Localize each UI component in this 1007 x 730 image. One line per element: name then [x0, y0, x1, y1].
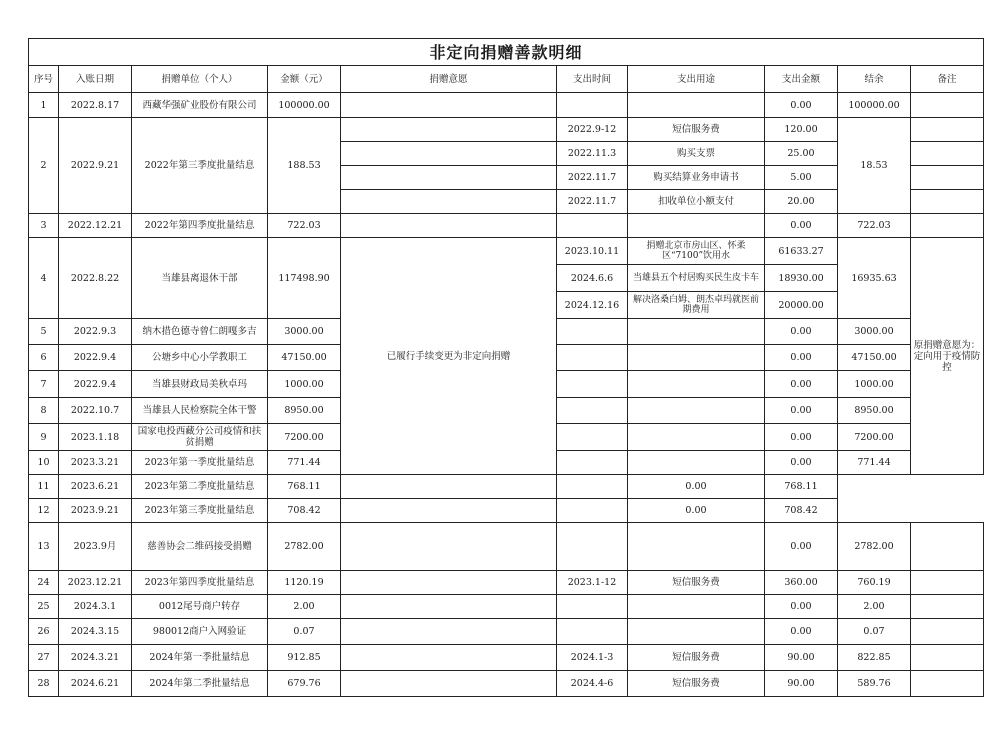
cell-no: 1 — [29, 93, 59, 118]
cell-donor: 2022年第四季度批量结息 — [132, 214, 268, 238]
cell-no: 9 — [29, 424, 59, 451]
cell-donor: 当雄县离退休干部 — [132, 238, 268, 319]
table-row — [29, 645, 984, 671]
cell-donor: 慈善协会二维码接受捐赠 — [132, 523, 268, 571]
cell-amount: 117498.90 — [268, 238, 341, 319]
cell-spend-amount: 120.00 — [765, 118, 838, 142]
cell-spend-use: 购买支票 — [628, 142, 765, 166]
cell-amount: 47150.00 — [268, 345, 341, 371]
cell-balance: 8950.00 — [838, 398, 911, 424]
cell-date: 2022.9.4 — [59, 345, 132, 371]
col-header-no: 序号 — [29, 66, 59, 93]
cell-spend-use: 捐赠北京市房山区、怀柔区“7100”饮用水 — [628, 238, 765, 265]
cell-no: 2 — [29, 118, 59, 214]
cell-donor: 2024年第二季批量结息 — [132, 671, 268, 697]
cell-spend-amount: 0.00 — [765, 619, 838, 645]
cell-spend-amount: 0.00 — [765, 319, 838, 345]
cell-spend-use: 短信服务费 — [628, 118, 765, 142]
cell-spend-amount: 0.00 — [628, 475, 765, 499]
cell-balance: 2.00 — [838, 595, 911, 619]
cell-date: 2022.8.17 — [59, 93, 132, 118]
cell-spend-amount: 18930.00 — [765, 265, 838, 292]
cell-date: 2023.3.21 — [59, 451, 132, 475]
table-row — [29, 671, 984, 697]
cell-no: 3 — [29, 214, 59, 238]
cell-donor: 2023年第三季度批量结息 — [132, 499, 268, 523]
cell-wish — [341, 190, 557, 214]
cell-spend-amount: 0.00 — [765, 424, 838, 451]
cell-balance: 47150.00 — [838, 345, 911, 371]
cell-donor: 0012尾号商户转存 — [132, 595, 268, 619]
cell-date: 2024.6.21 — [59, 671, 132, 697]
cell-spend-time — [341, 499, 557, 523]
col-header-balance: 结余 — [838, 66, 911, 93]
cell-date: 2022.12.21 — [59, 214, 132, 238]
cell-donor: 当雄县财政局美秋卓玛 — [132, 371, 268, 398]
cell-spend-time — [557, 371, 628, 398]
cell-spend-time: 2022.11.7 — [557, 190, 628, 214]
cell-date: 2023.9.21 — [59, 499, 132, 523]
cell-wish — [341, 671, 557, 697]
cell-date: 2023.9月 — [59, 523, 132, 571]
cell-no: 4 — [29, 238, 59, 319]
table-row — [29, 93, 984, 118]
table-row — [29, 118, 984, 142]
cell-spend-time — [557, 595, 628, 619]
table-row — [29, 523, 984, 571]
donation-sheet — [28, 38, 984, 697]
cell-remark — [911, 142, 984, 166]
cell-spend-time: 2023.1-12 — [557, 571, 628, 595]
cell-donor: 西藏华强矿业股份有限公司 — [132, 93, 268, 118]
cell-amount: 708.42 — [268, 499, 341, 523]
cell-balance: 16935.63 — [838, 238, 911, 319]
col-header-amount: 金额（元） — [268, 66, 341, 93]
col-header-date: 入账日期 — [59, 66, 132, 93]
cell-no: 10 — [29, 451, 59, 475]
cell-date: 2024.3.21 — [59, 645, 132, 671]
cell-wish — [341, 214, 557, 238]
cell-balance: 768.11 — [765, 475, 838, 499]
cell-no: 12 — [29, 499, 59, 523]
cell-no: 11 — [29, 475, 59, 499]
cell-spend-time: 2024.6.6 — [557, 265, 628, 292]
cell-balance: 100000.00 — [838, 93, 911, 118]
cell-spend-amount: 360.00 — [765, 571, 838, 595]
cell-balance: 2782.00 — [838, 523, 911, 571]
cell-balance: 3000.00 — [838, 319, 911, 345]
cell-remark — [911, 671, 984, 697]
cell-spend-amount: 0.00 — [628, 499, 765, 523]
cell-spend-use — [628, 319, 765, 345]
cell-donor: 当雄县人民检察院全体干警 — [132, 398, 268, 424]
col-header-spend-use: 支出用途 — [628, 66, 765, 93]
table-title: 非定向捐赠善款明细 — [29, 39, 984, 66]
cell-spend-time — [557, 451, 628, 475]
cell-date: 2024.3.1 — [59, 595, 132, 619]
cell-spend-use — [628, 214, 765, 238]
cell-spend-use: 短信服务费 — [628, 645, 765, 671]
cell-spend-amount: 0.00 — [765, 345, 838, 371]
cell-remark — [911, 118, 984, 142]
cell-spend-use — [557, 475, 628, 499]
cell-no: 8 — [29, 398, 59, 424]
cell-amount: 912.85 — [268, 645, 341, 671]
cell-balance: 822.85 — [838, 645, 911, 671]
cell-balance: 771.44 — [838, 451, 911, 475]
col-header-wish: 捐赠意愿 — [341, 66, 557, 93]
cell-spend-amount: 0.00 — [765, 371, 838, 398]
cell-remark — [911, 93, 984, 118]
cell-spend-use — [628, 398, 765, 424]
cell-amount: 7200.00 — [268, 424, 341, 451]
cell-amount: 8950.00 — [268, 398, 341, 424]
cell-spend-amount: 0.00 — [765, 595, 838, 619]
table-row — [29, 214, 984, 238]
cell-no: 26 — [29, 619, 59, 645]
cell-amount: 2782.00 — [268, 523, 341, 571]
cell-amount: 1120.19 — [268, 571, 341, 595]
col-header-spend-amount: 支出金额 — [765, 66, 838, 93]
cell-spend-amount: 0.00 — [765, 398, 838, 424]
cell-date: 2022.9.21 — [59, 118, 132, 214]
cell-balance: 1000.00 — [838, 371, 911, 398]
cell-donor: 2023年第一季度批量结息 — [132, 451, 268, 475]
table-row — [29, 619, 984, 645]
remark-merged-cell: 原捐赠意愿为：定向用于疫情防控 — [911, 238, 984, 475]
cell-date: 2023.6.21 — [59, 475, 132, 499]
cell-balance: 760.19 — [838, 571, 911, 595]
cell-amount: 771.44 — [268, 451, 341, 475]
cell-spend-use: 短信服务费 — [628, 571, 765, 595]
cell-amount: 2.00 — [268, 595, 341, 619]
cell-spend-use: 解决洛桑白姆、朗杰卓玛就医前期费用 — [628, 292, 765, 319]
cell-remark — [911, 595, 984, 619]
cell-spend-time — [557, 93, 628, 118]
cell-donor: 2023年第二季度批量结息 — [132, 475, 268, 499]
cell-donor: 2024年第一季批量结息 — [132, 645, 268, 671]
cell-no: 5 — [29, 319, 59, 345]
cell-donor: 国家电投西藏分公司疫情和扶贫捐赠 — [132, 424, 268, 451]
cell-amount: 1000.00 — [268, 371, 341, 398]
cell-no: 13 — [29, 523, 59, 571]
cell-spend-amount: 90.00 — [765, 671, 838, 697]
cell-balance: 7200.00 — [838, 424, 911, 451]
cell-spend-time: 2024.1-3 — [557, 645, 628, 671]
cell-donor: 2023年第四季度批量结息 — [132, 571, 268, 595]
cell-spend-time — [557, 319, 628, 345]
cell-spend-time — [341, 475, 557, 499]
table-row — [29, 595, 984, 619]
cell-remark — [911, 190, 984, 214]
cell-spend-amount: 61633.27 — [765, 238, 838, 265]
cell-date: 2022.9.3 — [59, 319, 132, 345]
cell-spend-use — [628, 93, 765, 118]
cell-amount: 0.07 — [268, 619, 341, 645]
cell-wish — [341, 523, 557, 571]
cell-spend-use: 购买结算业务申请书 — [628, 166, 765, 190]
cell-spend-use — [628, 523, 765, 571]
cell-remark — [911, 523, 984, 571]
cell-spend-use — [628, 345, 765, 371]
cell-donor: 公塘乡中心小学教职工 — [132, 345, 268, 371]
cell-spend-time: 2022.11.3 — [557, 142, 628, 166]
donation-table — [28, 38, 984, 697]
cell-spend-amount: 20.00 — [765, 190, 838, 214]
cell-remark — [911, 166, 984, 190]
cell-wish — [341, 645, 557, 671]
cell-balance: 722.03 — [838, 214, 911, 238]
cell-spend-time: 2022.11.7 — [557, 166, 628, 190]
cell-remark — [911, 571, 984, 595]
cell-wish — [341, 93, 557, 118]
col-header-remark: 备注 — [911, 66, 984, 93]
cell-spend-time — [557, 345, 628, 371]
cell-date: 2022.10.7 — [59, 398, 132, 424]
cell-spend-use: 短信服务费 — [628, 671, 765, 697]
cell-spend-use: 扣收单位小额支付 — [628, 190, 765, 214]
cell-spend-amount: 20000.00 — [765, 292, 838, 319]
cell-donor: 纳木措色德寺曾仁朗嘎多吉 — [132, 319, 268, 345]
cell-amount: 768.11 — [268, 475, 341, 499]
cell-wish — [341, 571, 557, 595]
cell-spend-time: 2023.10.11 — [557, 238, 628, 265]
cell-wish — [341, 595, 557, 619]
cell-spend-amount: 0.00 — [765, 93, 838, 118]
cell-spend-time: 2024.12.16 — [557, 292, 628, 319]
cell-date: 2024.3.15 — [59, 619, 132, 645]
cell-spend-use — [628, 595, 765, 619]
cell-date: 2023.12.21 — [59, 571, 132, 595]
cell-amount: 100000.00 — [268, 93, 341, 118]
cell-no: 27 — [29, 645, 59, 671]
cell-no: 25 — [29, 595, 59, 619]
cell-spend-time — [557, 523, 628, 571]
cell-donor: 2022年第三季度批量结息 — [132, 118, 268, 214]
cell-spend-time — [557, 619, 628, 645]
table-row — [29, 499, 984, 523]
cell-spend-use: 当雄县五个村居购买民生皮卡车 — [628, 265, 765, 292]
cell-spend-time — [557, 398, 628, 424]
cell-spend-amount: 0.00 — [765, 451, 838, 475]
table-row — [29, 475, 984, 499]
cell-remark — [911, 214, 984, 238]
wish-merged-cell: 已履行手续变更为非定向捐赠 — [341, 238, 557, 475]
cell-spend-use — [628, 424, 765, 451]
cell-wish — [341, 619, 557, 645]
col-header-spend-time: 支出时间 — [557, 66, 628, 93]
cell-donor: 980012商户入网验证 — [132, 619, 268, 645]
cell-balance: 708.42 — [765, 499, 838, 523]
cell-spend-use — [628, 619, 765, 645]
cell-amount: 722.03 — [268, 214, 341, 238]
cell-remark — [911, 619, 984, 645]
cell-spend-use — [628, 451, 765, 475]
cell-spend-time: 2022.9-12 — [557, 118, 628, 142]
cell-no: 6 — [29, 345, 59, 371]
cell-amount: 3000.00 — [268, 319, 341, 345]
cell-balance: 0.07 — [838, 619, 911, 645]
cell-amount: 679.76 — [268, 671, 341, 697]
cell-spend-amount: 25.00 — [765, 142, 838, 166]
cell-date: 2023.1.18 — [59, 424, 132, 451]
cell-no: 28 — [29, 671, 59, 697]
cell-remark — [911, 645, 984, 671]
cell-no: 7 — [29, 371, 59, 398]
cell-wish — [341, 166, 557, 190]
table-row — [29, 571, 984, 595]
cell-date: 2022.9.4 — [59, 371, 132, 398]
header-row — [29, 66, 984, 93]
cell-spend-amount: 0.00 — [765, 523, 838, 571]
cell-spend-amount: 90.00 — [765, 645, 838, 671]
cell-spend-amount: 0.00 — [765, 214, 838, 238]
cell-no: 24 — [29, 571, 59, 595]
cell-date: 2022.8.22 — [59, 238, 132, 319]
cell-spend-use — [557, 499, 628, 523]
cell-spend-time — [557, 214, 628, 238]
cell-wish — [341, 118, 557, 142]
cell-balance: 589.76 — [838, 671, 911, 697]
cell-amount: 188.53 — [268, 118, 341, 214]
cell-spend-time: 2024.4-6 — [557, 671, 628, 697]
cell-spend-amount: 5.00 — [765, 166, 838, 190]
cell-wish — [341, 142, 557, 166]
col-header-donor: 捐赠单位（个人） — [132, 66, 268, 93]
table-row — [29, 238, 984, 265]
cell-spend-time — [557, 424, 628, 451]
cell-balance: 18.53 — [838, 118, 911, 214]
cell-spend-use — [628, 371, 765, 398]
